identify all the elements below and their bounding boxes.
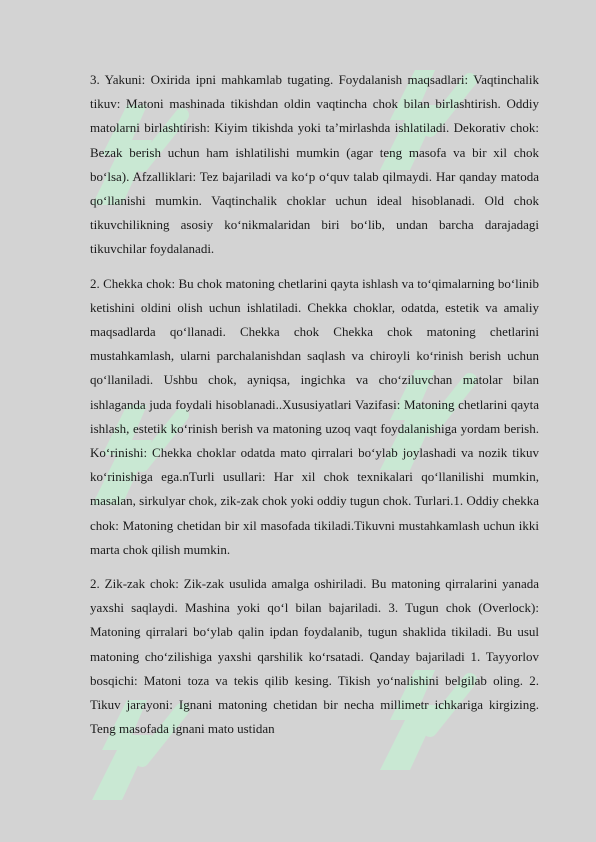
paragraph-3: 2. Zik-zak chok: Zik-zak usulida amalga oshiriladi. Bu matoning qirralarini yanada yaxshi saqlaydi. Mashina yoki qo‘l bilan bajariladi. 3. Tugun chok (Overlock): Matoning qirralari bo‘ylab qalin ipdan foydalanib, tugun shaklida tikiladi. Bu usul matoning cho‘zilishiga yaxshi qarshilik ko‘rsatadi. Qanday bajariladi 1. Tayyorlov bosqichi: Matoni toza va tekis qilib kesing. Tikish yo‘nalishini belgilab oling. 2. Tikuv jarayoni: Ignani matoning chetidan bir necha millimetr ichkariga kirgizing. Teng masofada ignani mato ustidan: [90, 576, 539, 737]
paragraph-1: 3. Yakuni: Oxirida ipni mahkamlab tugating. Foydalanish maqsadlari: Vaqtinchalik tikuv: Matoni mashinada tikishdan oldin vaqtincha chok bilan birlashtirish. Oddiy matolarni birlashtirish: Kiyim tikishda yoki ta’mirlashda ishlatiladi. Dekorativ chok: Bezak berish uchun ham ishlatilishi mumkin (agar teng masofa va bir xil chok bo‘lsa). Afzalliklari: Tez bajariladi va ko‘p o‘quv talab qilmaydi. Har qanday matoda qo‘llanishi mumkin. Vaqtinchalik choklar uchun ideal hisoblanadi. Old chok tikuvchilikning asosiy ko‘nikmalaridan biri bo‘lib, undan barcha darajadagi tikuvchilar foydalanadi.: [90, 72, 539, 257]
document-body: [90, 68, 539, 751]
paragraph-2: 2. Chekka chok: Bu chok matoning chetlarini qayta ishlash va to‘qimalarning bo‘linib ketishini oldini olish uchun ishlatiladi. Chekka choklar, odatda, estetik va amaliy maqsadlarda qo‘llanadi. Chekka chok Chekka chok matoning chetlarini mustahkamlash, ularni parchalanishdan saqlash va chiroyli ko‘rinish berish uchun qo‘llaniladi. Ushbu chok, ayniqsa, ingichka va cho‘ziluvchan matolar bilan ishlaganda juda foydali hisoblanadi..Xususiyatlari Vazifasi: Matoning chetlarini qayta ishlash, estetik ko‘rinish berish va matoning uzoq vaqt foydalanishiga yordam berish. Ko‘rinishi: Chekka choklar odatda mato qirralari bo‘ylab joylashadi va nozik tikuv ko‘rinishiga ega.nTurli usullari: Har xil chok texnikalari qo‘llanilishi mumkin, masalan, sirkulyar chok, zik-zak chok yoki oddiy tugun chok. Turlari.1. Oddiy chekka chok: Matoning chetidan bir xil masofada tikiladi.Tikuvni mustahkamlash uchun ikki marta chok qilish mumkin.: [90, 275, 539, 557]
